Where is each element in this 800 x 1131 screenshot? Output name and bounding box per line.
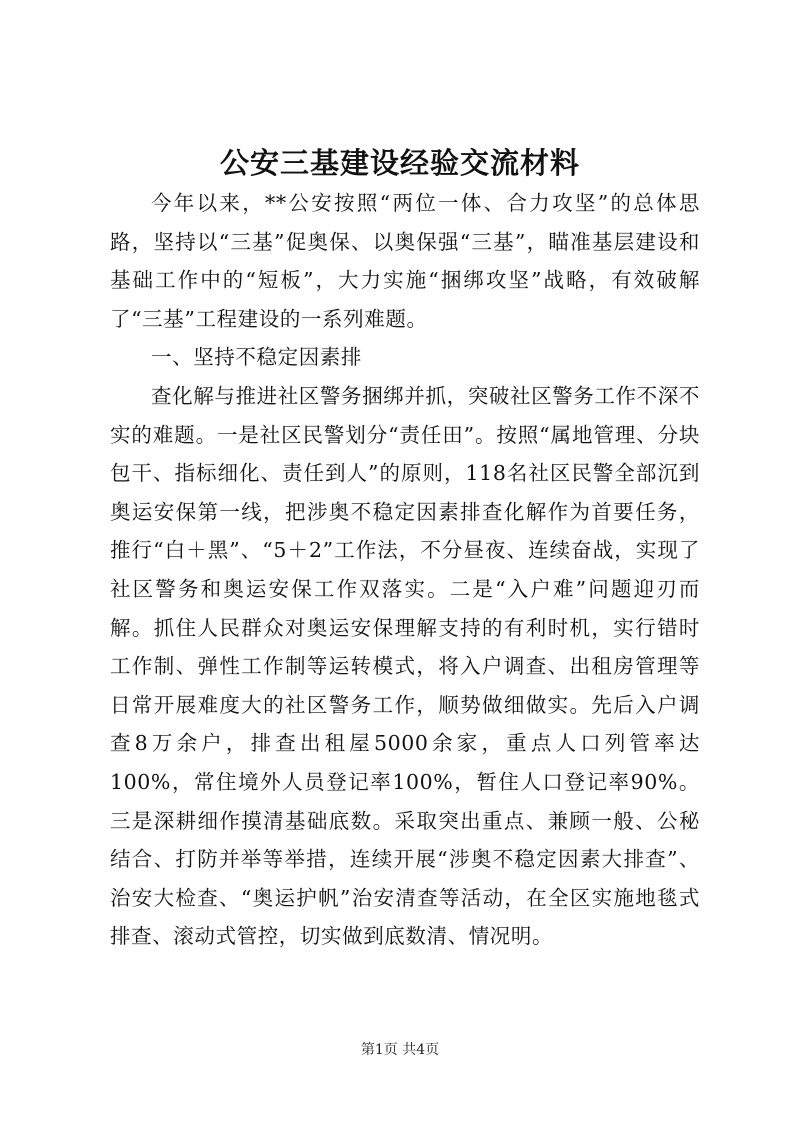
paragraph-intro: 今年以来，**公安按照“两位一体、合力攻坚”的总体思路，坚持以“三基”促奥保、以奥保强“三基”，瞄准基层建设和基础工作中的“短板”，大力实施“捆绑攻坚”战略，有效破解了“三基”工程建设的一系列难题。 (110, 191, 700, 331)
section-heading: 一、坚持不稳定因素排 (151, 345, 362, 370)
document-title: 公安三基建设经验交流材料 (219, 146, 580, 180)
document-body (110, 184, 700, 956)
paragraph-body: 查化解与推进社区警务捆绑并抓，突破社区警务工作不深不实的难题。一是社区民警划分“责任田”。按照“属地管理、分块包干、指标细化、责任到人”的原则，118名社区民警全部沉到奥运安保第一线，把涉奥不稳定因素排查化解作为首要任务，推行“白＋黑”、“5＋2”工作法，不分昼夜、连续奋战，实现了社区警务和奥运安保工作双落实。二是“入户难”问题迎刃而解。抓住人民群众对奥运安保理解支持的有利时机，实行错时工作制、弹性工作制等运转模式，将入户调查、出租房管理等日常开展难度大的社区警务工作，顺势做细做实。先后入户调查8万余户，排查出租屋5000余家，重点人口列管率达100%，常住境外人员登记率100%，暂住人口登记率90%。三是深耕细作摸清基础底数。采取突出重点、兼顾一般、公秘结合、打防并举等举措，连续开展“涉奥不稳定因素大排查”、治安大检查、“奥运护帆”治安清查等活动，在全区实施地毯式排查、滚动式管控，切实做到底数清、情况明。 (110, 383, 700, 949)
page-footer: 第1页 共4页 (360, 1042, 440, 1058)
